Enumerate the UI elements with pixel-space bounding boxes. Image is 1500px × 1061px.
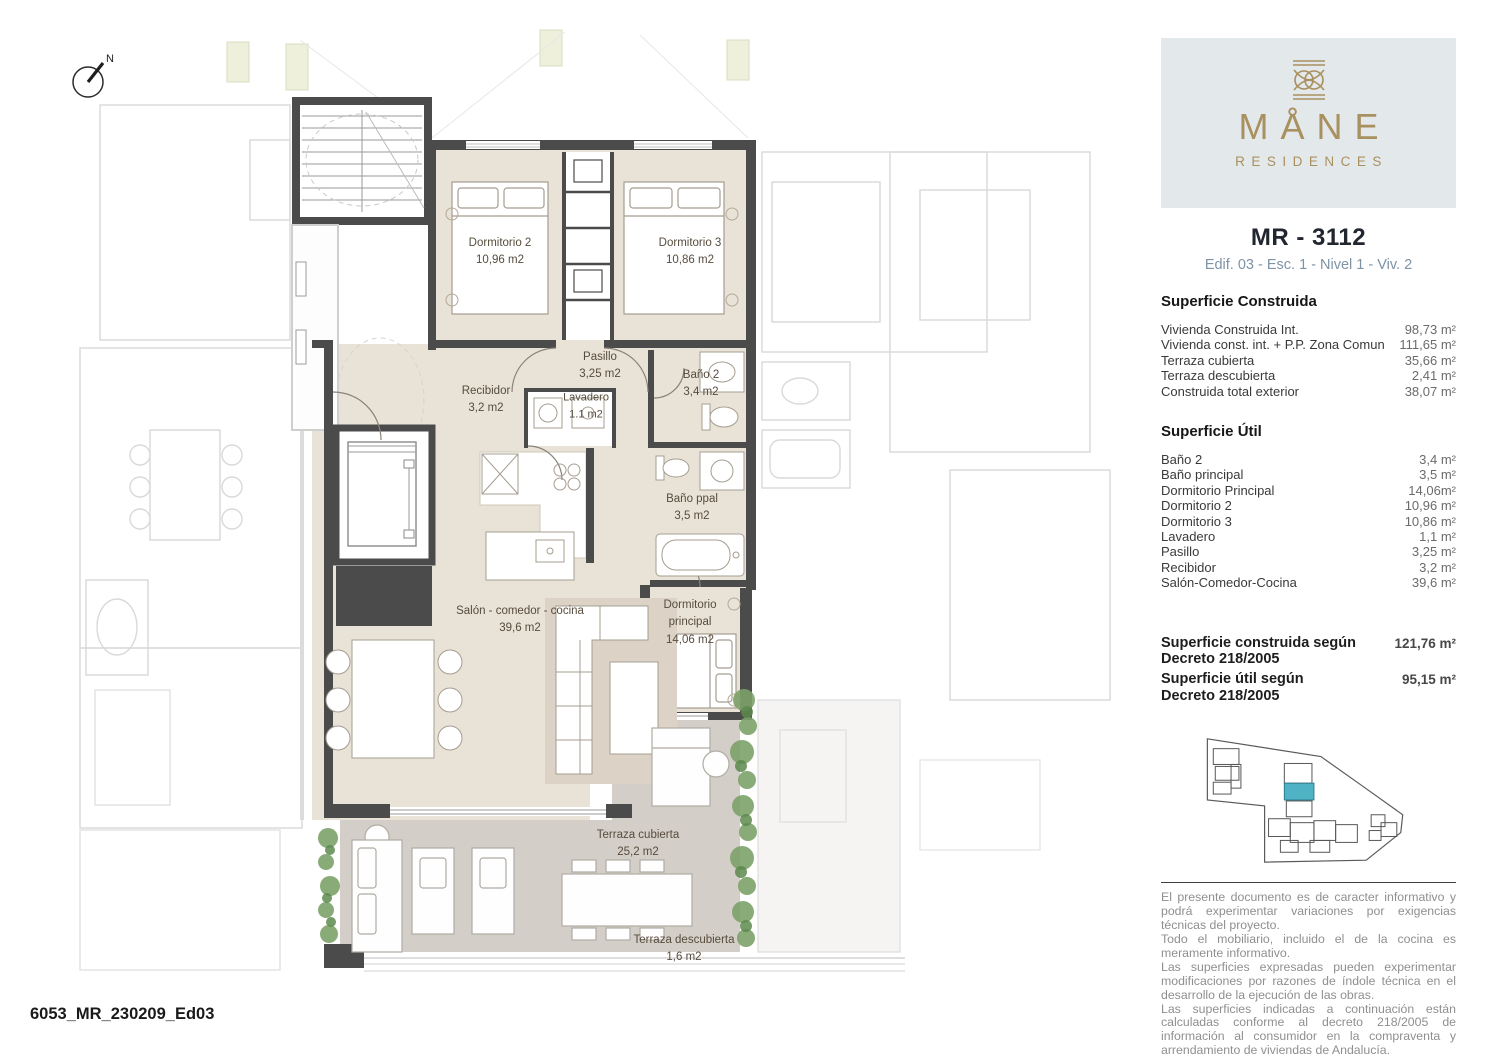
room-label-recibidor: Recibidor 3,2 m2 — [461, 384, 511, 414]
superficie-construida-table — [1161, 293, 1456, 399]
room-label-bano-ppal: Baño ppal 3,5 m2 — [666, 492, 718, 522]
info-panel — [1161, 38, 1456, 1058]
decreto-summary — [1161, 635, 1456, 705]
table-row: Baño 2 3,4 m² — [1161, 452, 1456, 468]
table-row: Baño principal 3,5 m² — [1161, 467, 1456, 483]
room-label-dormitorio-2: Dormitorio 2 10,96 m2 — [468, 236, 532, 266]
ghost-neighbour-left — [80, 105, 302, 970]
room-label-pasillo: Pasillo 3,25 m2 — [579, 350, 621, 380]
room-label-dormitorio-principal: Dormitorio principal 14,06 m2 — [663, 599, 717, 646]
table-row: Lavadero 1,1 m² — [1161, 529, 1456, 545]
table-row: Dormitorio Principal 14,06m² — [1161, 482, 1456, 498]
room-label-dormitorio-3: Dormitorio 3 10,86 m2 — [658, 236, 722, 266]
table-row: Terraza descubierta 2,41 m² — [1161, 368, 1456, 384]
room-label-terraza-descubierta: Terraza descubierta 1,6 m2 — [633, 933, 735, 963]
table-row: Recibidor 3,2 m² — [1161, 559, 1456, 575]
table-title: Superficie Construida — [1161, 293, 1317, 310]
file-reference: 6053_MR_230209_Ed03 — [30, 1005, 215, 1023]
table-row: Vivienda const. int. + P.P. Zona Comun 111,65 m² — [1161, 337, 1456, 353]
summary-row: Superficie útil según Decreto 218/2005 95,15 m² — [1161, 671, 1456, 704]
site-map-highlighted-unit — [1284, 784, 1314, 801]
brand-logo-icon — [1286, 56, 1332, 104]
room-label-salon: Salón - comedor - cocina 39,6 m2 — [456, 604, 584, 634]
site-map — [1161, 724, 1456, 872]
elevator — [336, 428, 432, 626]
summary-row: Superficie construida según Decreto 218/2005 121,76 m² — [1161, 634, 1456, 668]
svg-text:N: N — [106, 53, 114, 65]
brand-logo-box — [1161, 38, 1456, 208]
superficie-util-table — [1161, 423, 1456, 591]
north-arrow-icon — [58, 46, 128, 112]
table-row: Dormitorio 3 10,86 m² — [1161, 513, 1456, 529]
disclaimer-paragraph: Todo el mobiliario, incluido el de la cocina es meramente informativo. — [1161, 932, 1456, 960]
disclaimer-paragraph: El presente documento es de caracter informativo y podrá experimentar variaciones por exigencias técnicas del proyecto. — [1161, 890, 1456, 933]
table-title: Superficie Útil — [1161, 423, 1262, 441]
table-row: Salón-Comedor-Cocina 39,6 m² — [1161, 575, 1456, 591]
unit-location: Edif. 03 - Esc. 1 - Nivel 1 - Viv. 2 — [1204, 257, 1413, 273]
disclaimer-paragraph: Las superficies indicadas a continuación están calculadas conforme al decreto 218/2005 de información al consumidor en la compraventa y arrendamiento de viviendas de Andalucía. — [1161, 1001, 1456, 1058]
table-row: Dormitorio 2 10,96 m² — [1161, 498, 1456, 514]
disclaimer-paragraph: Las superficies expresadas pueden experimentar modificaciones por razones de índole técnica en el desarrollo de la ejecución de las obras. — [1161, 959, 1456, 1002]
disclaimer — [1161, 891, 1456, 1058]
table-row: Vivienda Construida Int. 98,73 m² — [1161, 322, 1456, 337]
room-label-lavadero: Lavadero 1.1 m2 — [563, 391, 609, 420]
divider — [1161, 882, 1456, 883]
site-map-drawing — [1184, 724, 1434, 872]
table-row: Pasillo 3,25 m² — [1161, 544, 1456, 560]
table-row: Terraza cubierta 35,66 m² — [1161, 352, 1456, 368]
brand-subtitle: RESIDENCES — [1235, 154, 1388, 169]
room-label-bano-2: Baño 2 3,4 m2 — [682, 368, 720, 398]
brand-name: MÅNE — [1238, 106, 1391, 147]
table-row: Construida total exterior 38,07 m² — [1161, 383, 1456, 399]
unit-code: MR - 3112 — [1250, 224, 1367, 251]
room-label-terraza-cubierta: Terraza cubierta 25,2 m2 — [596, 828, 680, 858]
